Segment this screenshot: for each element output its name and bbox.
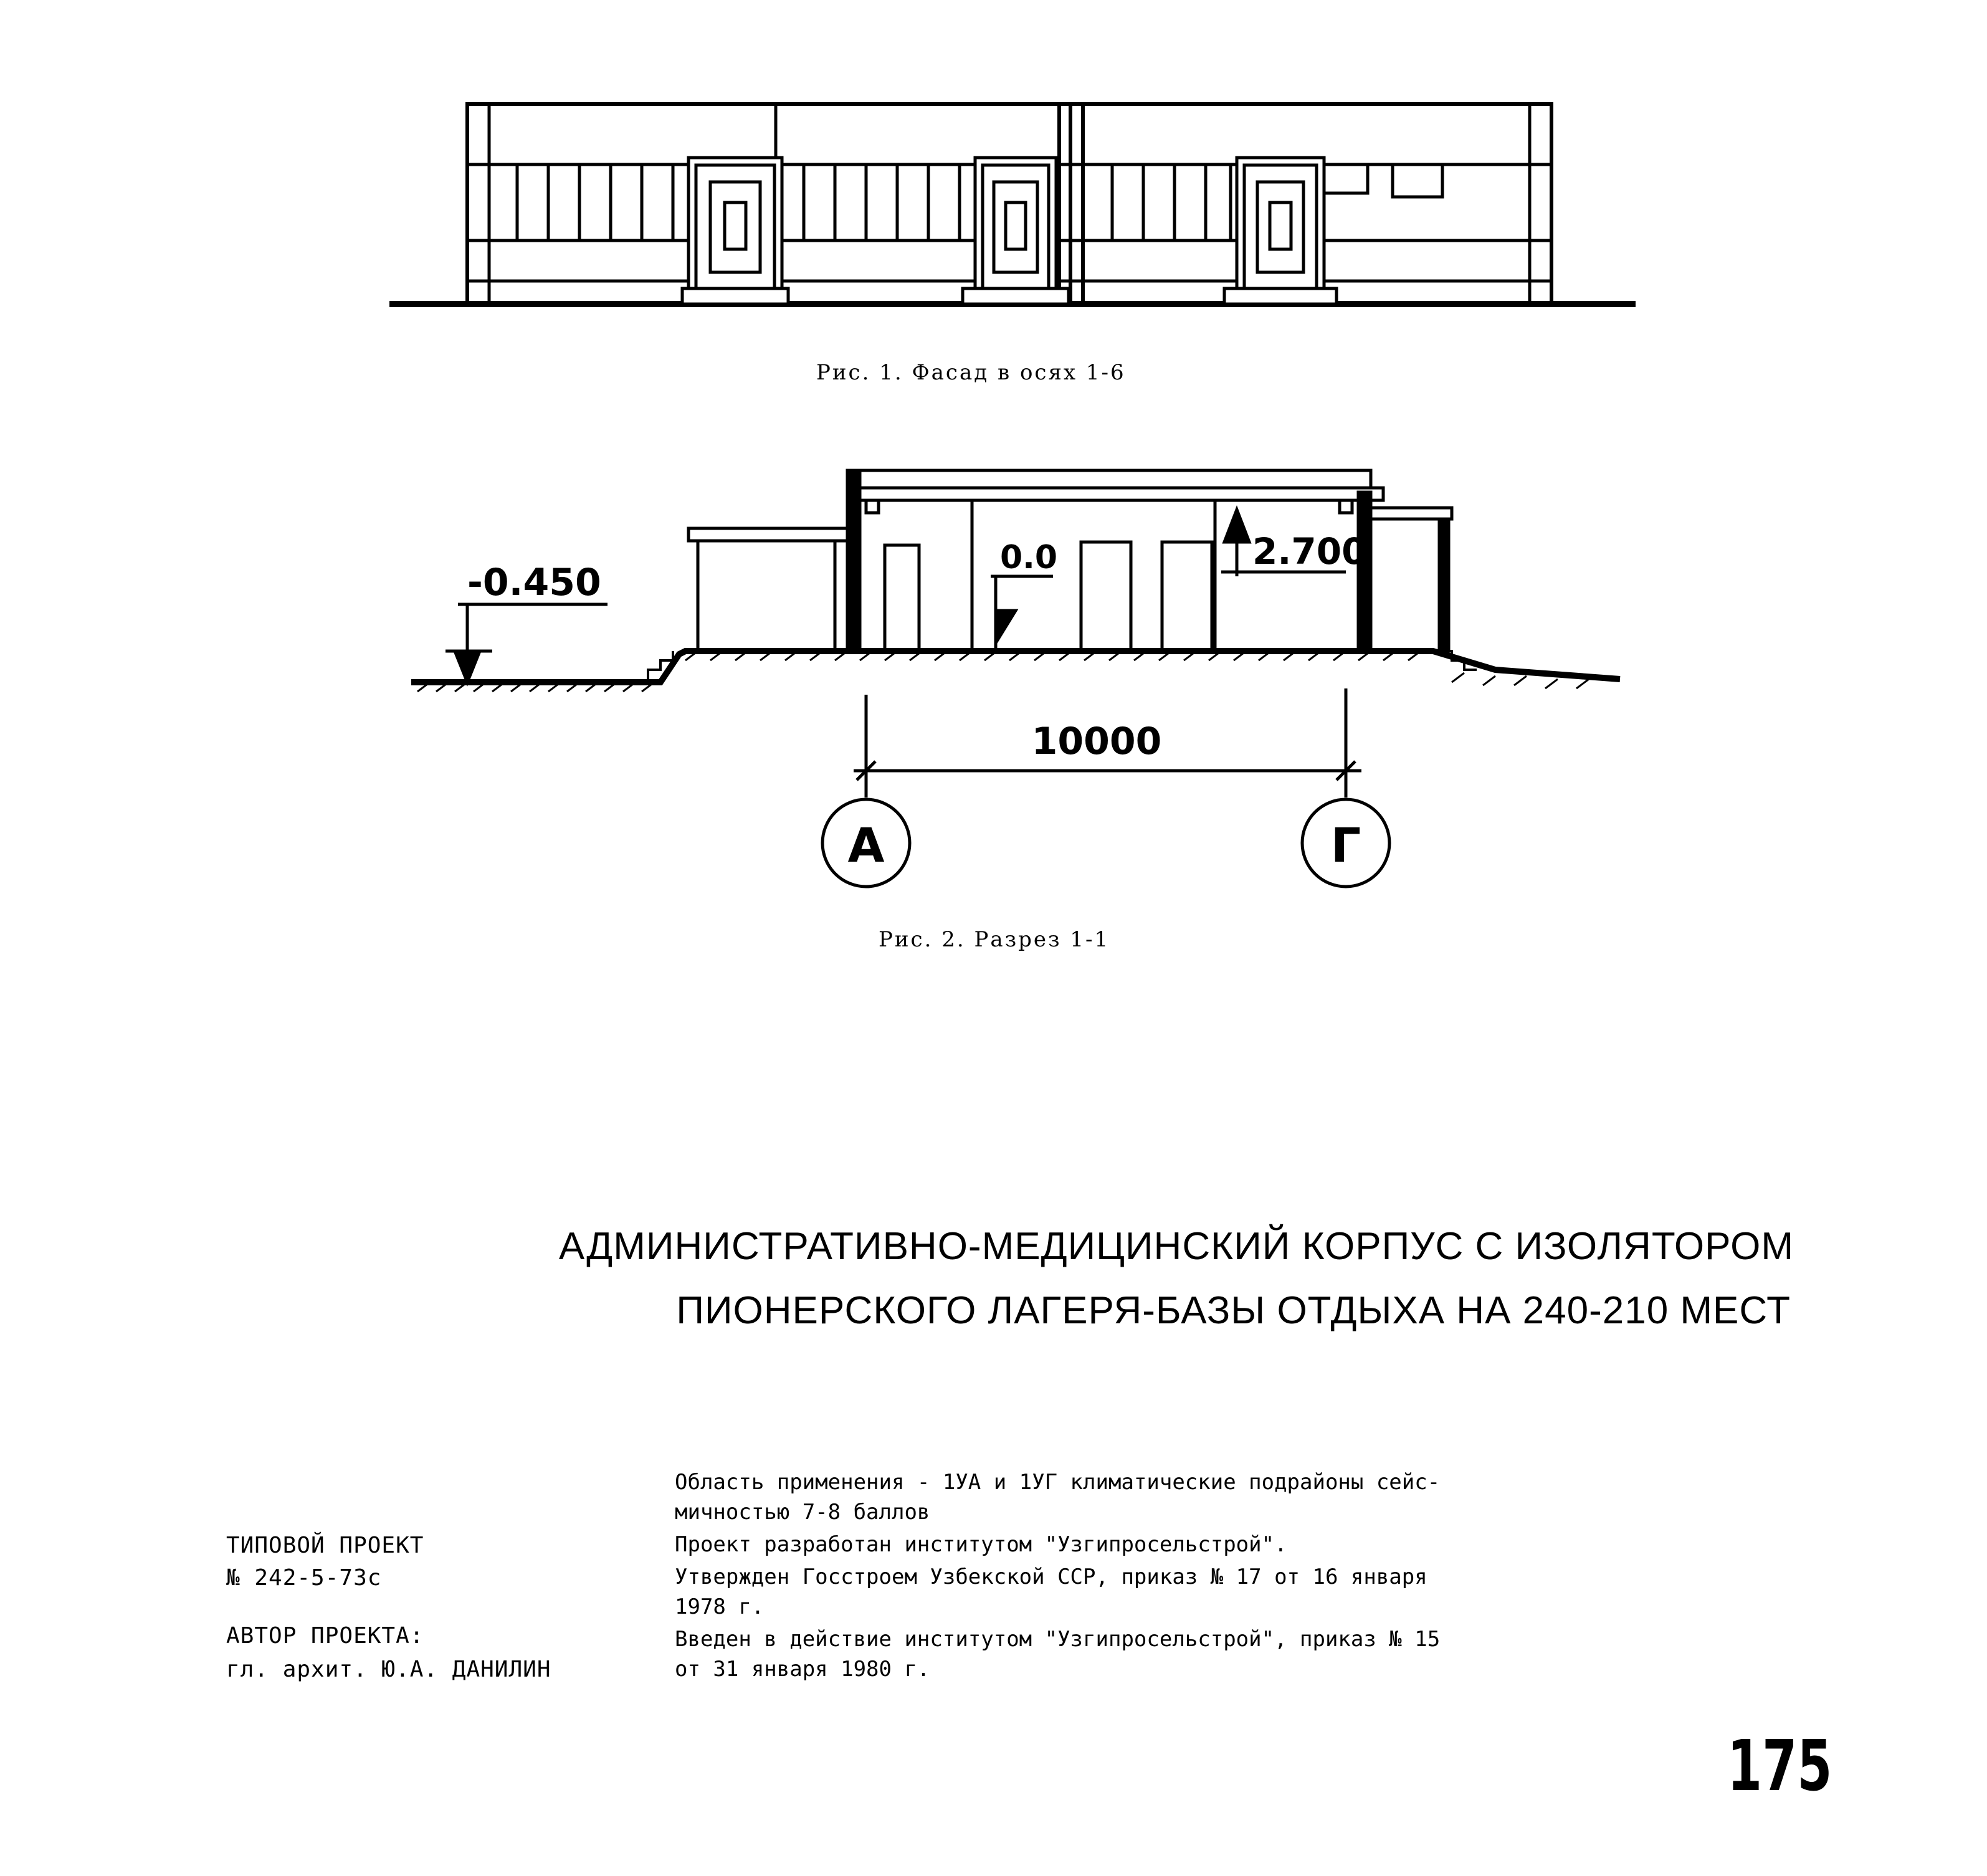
title-line-1: АДМИНИСТРАТИВНО-МЕДИЦИНСКИЙ КОРПУС С ИЗОЛЯТОРОМ	[558, 1225, 1794, 1268]
door-2	[963, 158, 1069, 304]
page-number: 175	[1727, 1726, 1832, 1807]
axis-label-left: А	[847, 817, 885, 873]
author-name: гл. архит. Ю.А. ДАНИЛИН	[226, 1657, 551, 1682]
dimension-10000: 10000	[1031, 720, 1162, 763]
mark-ground: -0.450	[467, 561, 601, 604]
figure2-caption: Рис. 2. Разрез 1-1	[879, 927, 1110, 952]
info-line: мичностью 7-8 баллов	[675, 1500, 930, 1525]
mark-ceiling: 2.700	[1252, 530, 1367, 573]
door-group	[682, 158, 1337, 304]
facade-drawing	[0, 0, 1987, 349]
info-line: 1978 г.	[675, 1594, 765, 1619]
info-line: Утвержден Госстроем Узбекской ССР, приказ № 17 от 16 января	[675, 1564, 1427, 1589]
axis-label-right: Г	[1330, 817, 1361, 873]
figure1-caption: Рис. 1. Фасад в осях 1-6	[816, 360, 1126, 385]
door-1	[682, 158, 788, 304]
info-line: Введен в действие институтом "Узгипросельстрой", приказ № 15	[675, 1627, 1441, 1652]
section-drawing	[0, 436, 1987, 910]
project-number: № 242-5-73с	[226, 1565, 382, 1591]
info-line: Область применения - 1УА и 1УГ климатические подрайоны сейс-	[675, 1470, 1441, 1495]
door-3	[1224, 158, 1337, 304]
info-line: Проект разработан институтом "Узгипросельстрой".	[675, 1532, 1287, 1557]
title-line-2: ПИОНЕРСКОГО ЛАГЕРЯ-БАЗЫ ОТДЫХА НА 240-210 МЕСТ	[676, 1289, 1791, 1332]
project-type-label: ТИПОВОЙ ПРОЕКТ	[226, 1533, 424, 1558]
author-label: АВТОР ПРОЕКТА:	[226, 1623, 424, 1649]
info-block	[675, 1467, 1440, 1684]
mark-floor: 0.0	[1000, 539, 1058, 576]
info-line: от 31 января 1980 г.	[675, 1657, 930, 1682]
